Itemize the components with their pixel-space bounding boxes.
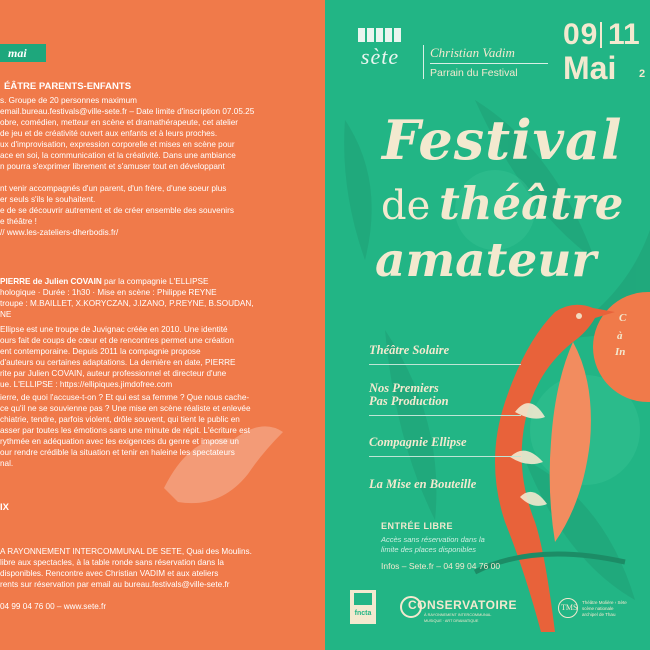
date-day: 09 [563,18,599,51]
text-line: nt venir accompagnés d'un parent, d'un frère, d'une soeur plus [0,184,227,193]
text-line: e théâtre ! [0,217,37,226]
text-line: disponibles. Rencontre avec Christian VADIM et aux ateliers [0,569,219,578]
text-line: rite par Julien COVAIN, auteur professionnel et directeur d'une [0,369,227,378]
program-divider [369,364,521,365]
tms-logo-sub2: scène nationale [582,606,614,611]
parrain-block [423,45,548,79]
title-theatre: théâtre [439,177,624,230]
entree-contact: Infos – Sete.fr – 04 99 04 76 00 [381,561,501,571]
text-line [0,172,318,183]
show-heading [0,276,318,287]
tms-logo-sub3: archipel de Thau [582,612,616,617]
show-meta-2: troupe : M.BAILLET, X.KORYCZAN, J.IZANO, P.REYNE, B.SOUDAN, [0,299,254,308]
text-line: ue. L'ELLIPSE : https://ellipiques.jimdofree.com [0,380,173,389]
show-text [0,324,318,390]
text-line: de jeu et de créativité ouvert aux enfants et à leurs proches. [0,129,218,138]
text-line: e de se découvrir autrement et de créer ensemble des souvenirs [0,206,234,215]
date-year: 2 [639,68,646,80]
text-line: ierre, de quoi l'accuse-t-on ? Et qui est sa femme ? Que nous cache- [0,393,250,402]
program-item-1 [369,344,521,357]
circle-text-2: à [617,330,623,342]
tms-logo-sub1: Théâtre Molière › Sète [582,600,627,605]
fncta-logo-text: fncta [354,610,372,617]
right-panel [325,0,650,650]
entree-title: ENTRÉE LIBRE [381,521,454,531]
sete-logo [352,28,408,74]
text-line: rents sur réservation par email au bureau.festivals@ville-sete.fr [0,580,230,589]
text-line: asser par toutes les émotions sans une minute de répit. L'écriture est [0,426,251,435]
text-line: obre, comédien, metteur en scène et dramathérapeute, cet atelier [0,118,239,127]
parrain-role: Parrain du Festival [430,67,518,79]
text-line: ce qu'il ne se souvienne pas ? Une mise en scène réaliste et enlevée [0,404,251,413]
program-item-2 [369,382,521,408]
title-amateur: amateur [375,233,597,288]
circle-text-3: In [615,346,626,358]
date-tag [0,44,46,62]
program-item-4-label: La Mise en Bouteille [369,477,477,491]
text-line: d'auteurs ou certaines adaptations. La dernière en date, PIERRE [0,358,236,367]
text-line: A RAYONNEMENT INTERCOMMUNAL DE SETE, Quai des Moulins. [0,547,252,556]
program-item-4 [369,478,521,491]
entree-block [381,521,500,571]
text-line: 04 99 04 76 00 – www.sete.fr [0,602,107,611]
conservatoire-logo-sub1: À RAYONNEMENT INTERCOMMUNAL [424,613,492,617]
program-item-2-label-line2: Pas Production [369,394,449,408]
atelier-text [0,95,318,238]
fncta-logo [350,590,376,624]
text-line: ent contemporaine. Depuis 2011 la compagnie propose [0,347,201,356]
text-line: er seuls s'ils le souhaitent. [0,195,96,204]
text-line: nal. [0,459,14,468]
date-month: Mai [563,50,617,86]
text-line: ours fait de coups de cœur et de rencontres permet une création [0,336,234,345]
text-line: n pourra s'exprimer librement et s'amuser tout en développant [0,162,225,171]
atelier-title: ÉÂTRE PARENTS-ENFANTS [4,81,132,92]
bird-illustration-icon [455,272,645,632]
prix-title: IX [0,502,9,513]
text-line: chiatrie, tendre, parfois violent, drôle souvent, qui tient le public en [0,415,240,424]
final-text [0,546,318,612]
conservatoire-logo-text: CONSERVATOIRE [408,598,517,612]
text-line: Ellipse est une troupe de Juvignac créée en 2010. Une identité [0,325,228,334]
text-line [0,590,318,601]
parrain-name: Christian Vadim [430,45,548,64]
text-line: s. Groupe de 20 personnes maximum [0,96,137,105]
date-tag-label: mai [8,46,27,60]
date-divider [600,22,602,48]
text-line: rythmée en adéquation avec les exigences du genre et impose un [0,437,239,446]
show-title: PIERRE de Julien COVAIN [0,277,102,286]
program-divider [369,415,521,416]
entree-desc-1: Accès sans réservation dans la [381,535,485,544]
title-de: de [381,183,431,229]
text-line: ux d'improvisation, expression corporelle et mises en scène pour [0,140,235,149]
text-line: ace en soi, la communication et la créativité. Dans une ambiance [0,151,236,160]
show-quote [0,392,318,469]
tms-logo-text: TMS [561,603,578,612]
text-line: our rendre crédible la situation et tenir en haleine les spectateurs [0,448,235,457]
conservatoire-logo-sub2: MUSIQUE · ART DRAMATIQUE [424,619,479,623]
show-meta-3: NE [0,310,12,319]
sete-logo-grid-icon [358,28,404,44]
title-festival: Festival [382,108,623,172]
program-item-3 [369,436,521,449]
program-item-1-label: Théâtre Solaire [369,343,450,357]
program-item-3-label: Compagnie Ellipse [369,435,467,449]
text-line: // www.les-zateliers-dherbodis.fr/ [0,228,119,237]
show-company: par la compagnie L'ELLIPSE [101,277,209,286]
text-line: email.bureau.festivals@ville-sete.fr – Date limite d'inscription 07.05.25 [0,107,255,116]
program-item-2-label: Nos Premiers [369,381,439,395]
circle-text-1: C [619,312,627,324]
date-day-end: 11 [608,18,640,51]
show-meta-1: hologique · Durée : 1h30 · Mise en scène : Philippe REYNE [0,288,217,297]
entree-desc-2: limite des places disponibles [381,545,477,554]
text-line: libre aux spectacles, à la table ronde sans réservation dans la [0,558,224,567]
program-divider [369,456,521,457]
sete-logo-word: sète [360,44,400,69]
